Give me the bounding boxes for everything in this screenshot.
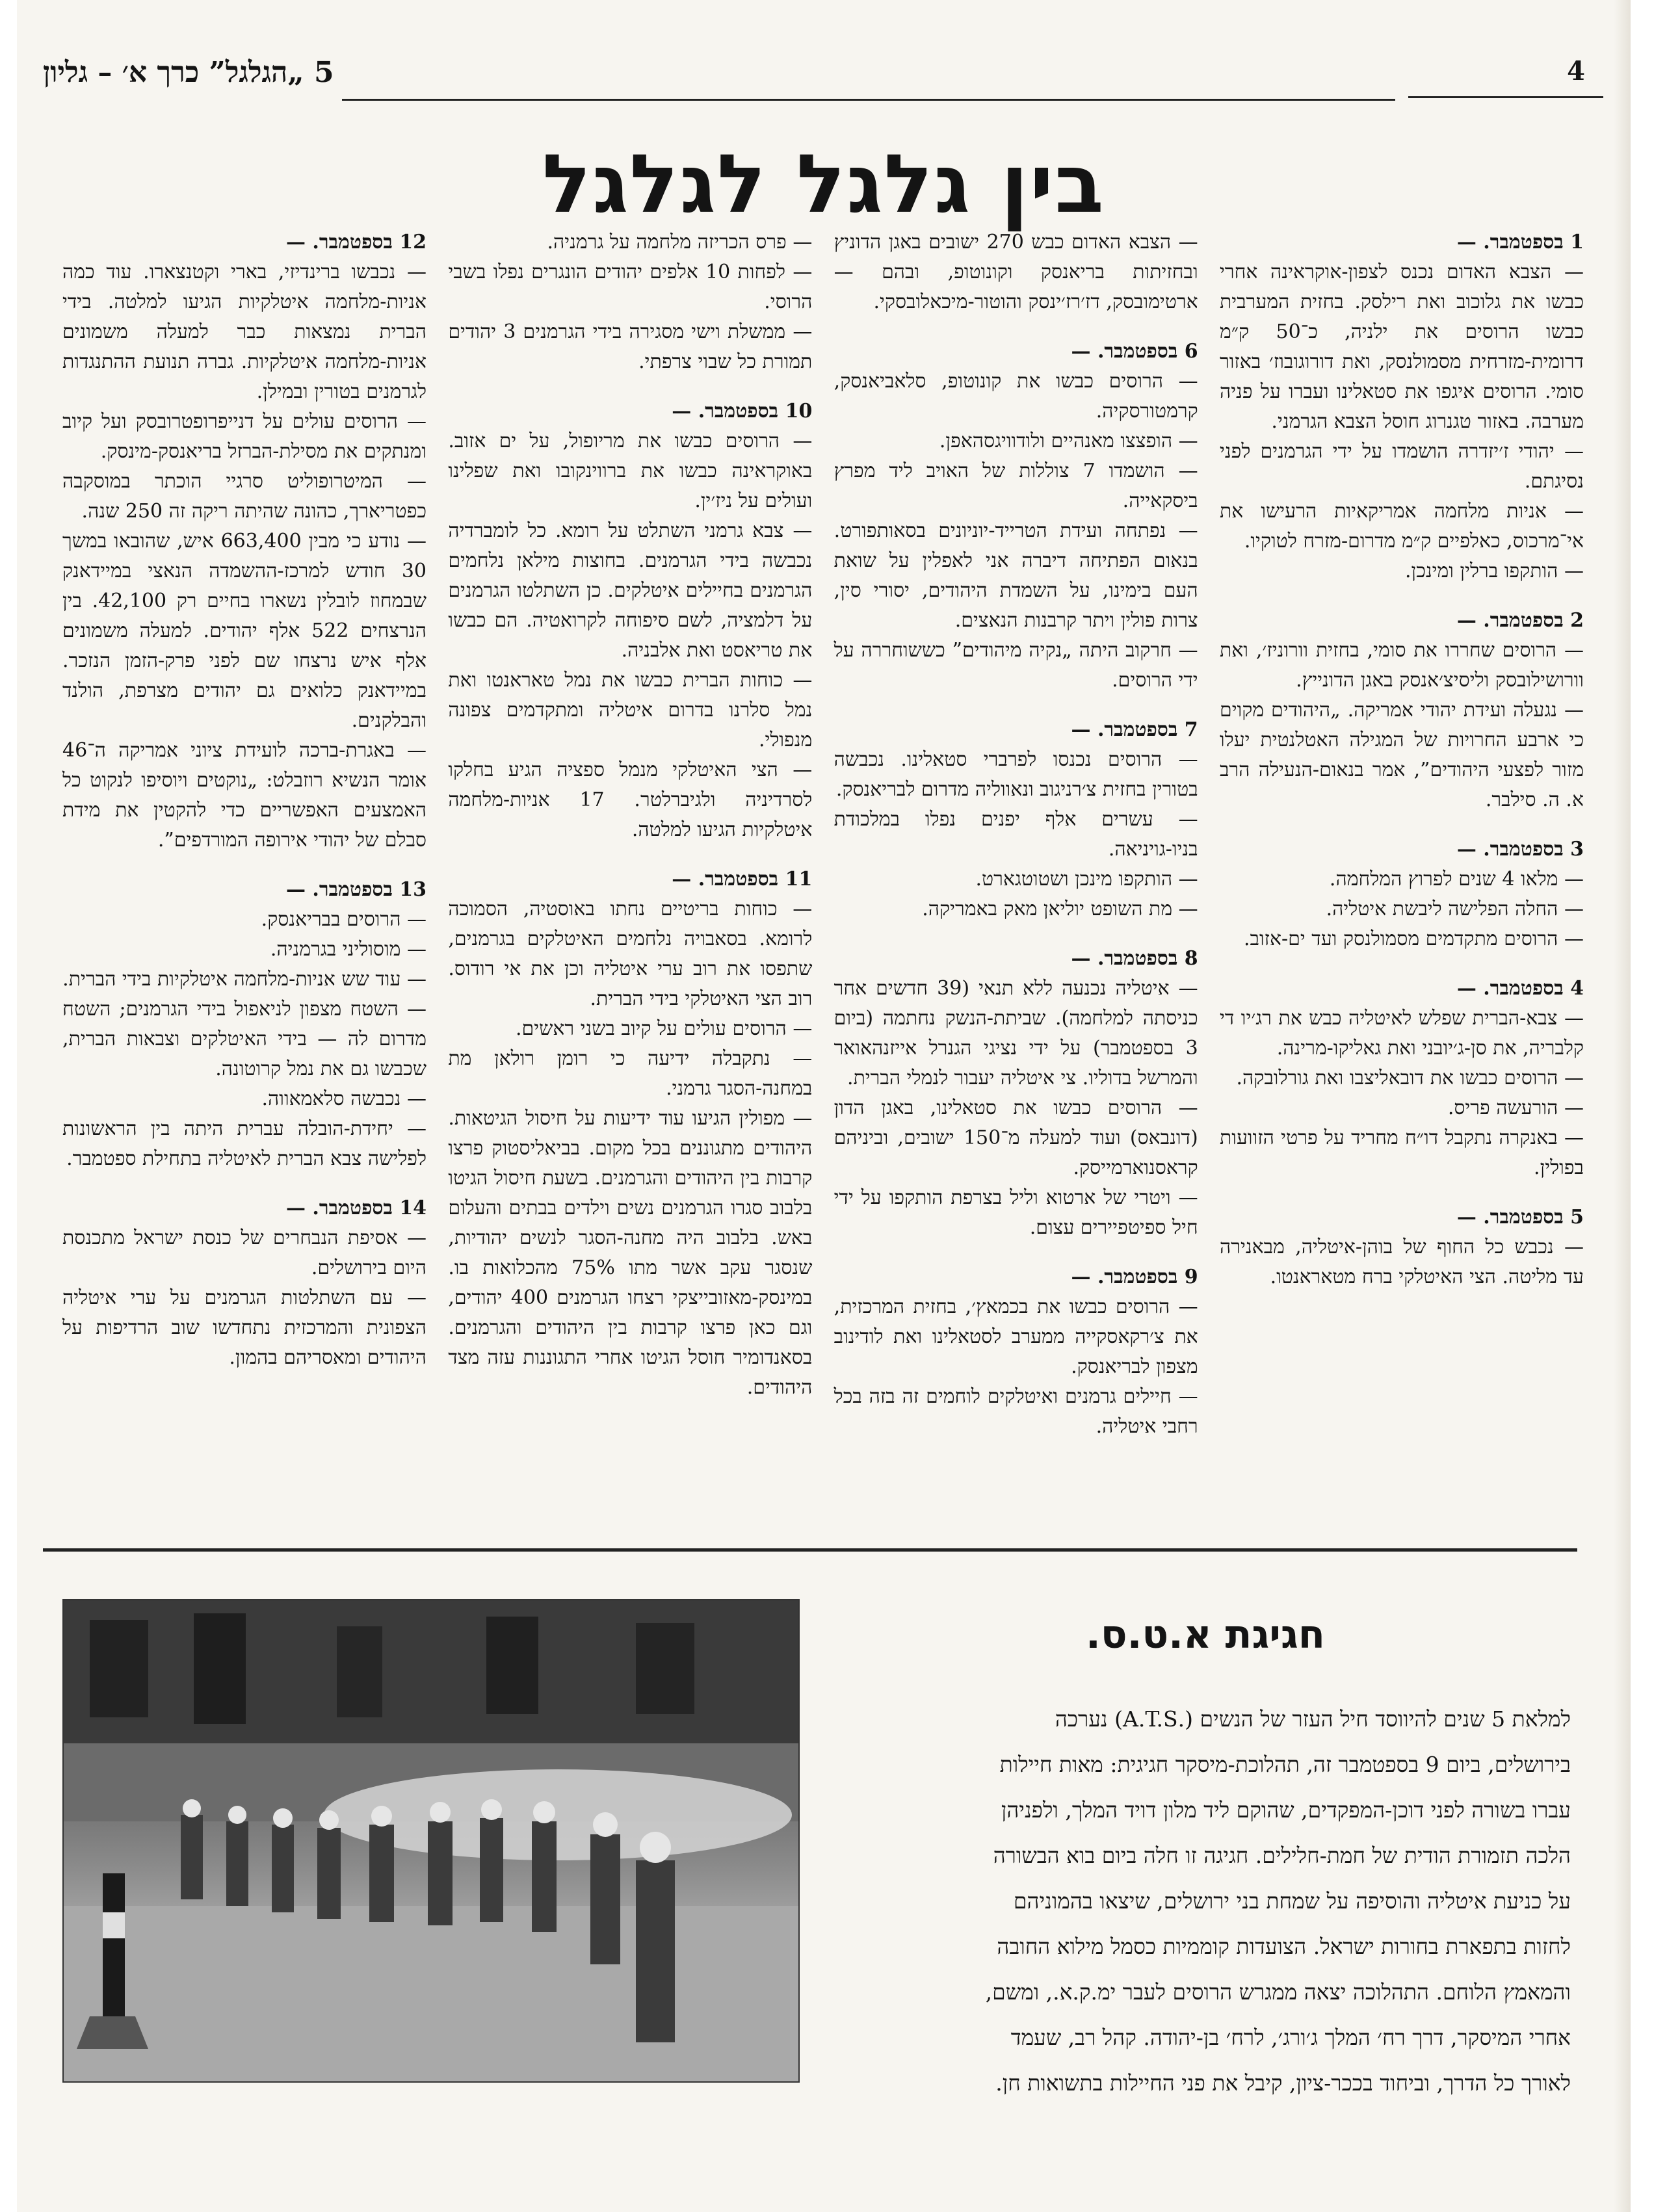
news-column (1220, 228, 1584, 1528)
date-heading: 14 בספטמבר. — (285, 1197, 427, 1219)
day-entry (448, 397, 812, 845)
news-item: — הותקפו ברלין ומינכן. (1220, 556, 1584, 586)
date-heading: 12 בספטמבר. — (285, 231, 427, 254)
news-item: — נכבשו ברינדיזי, בארי וקטנצארו. עוד כמה אניות-מלחמה איטלקיות הגיעו למלטה. בידי הברית נמצאות כבר למעלה משמונים אניות-מלחמה איטלקיות. גברה תנועת ההתנגדות לגרמנים בטורין ובמילן. (62, 257, 427, 407)
news-item: — צבא-הברית שפלש לאיטליה כבש את רג׳יו די קלבריה, את סן-ג׳יובני ואת גאליקו-מרינה. (1220, 1004, 1584, 1063)
news-item: — נתקבלה ידיעה כי רומן רולאן מת במחנה-הסגר גרמני. (448, 1044, 812, 1104)
news-item: — הורעשה פריס. (1220, 1093, 1584, 1123)
day-entry (62, 228, 427, 855)
day-entry (834, 228, 1198, 317)
date-heading: 1 בספטמבר. — (1456, 231, 1584, 254)
news-item: — הרוסים עולים על קיוב בשני ראשים. (448, 1014, 812, 1044)
news-item: — מלאו 4 שנים לפרוץ המלחמה. (1220, 865, 1584, 894)
news-item: — יהודי ז׳יזדרה הושמדו על ידי הגרמנים לפני נסיגתם. (1220, 437, 1584, 497)
day-entry (62, 1193, 427, 1373)
article-line: למלאת 5 שנים להיווסד חיל העזר של הנשים (.A.T.S) נערכה (1055, 1706, 1571, 1732)
news-item: — הרוסים בבריאנסק. (62, 905, 427, 935)
news-item: — איטליה נכנעה ללא תנאי (39 חדשים אחר כניסתה למלחמה). שביתת-הנשק נחתמה (ביום 3 בספטמבר) על ידי נציגי הגנרל אייזנהאואר והמרשל בדוליו. צי איטליה יעבור לנמלי הברית. (834, 974, 1198, 1093)
day-entry (1220, 835, 1584, 954)
article-line: לאורך כל הדרך, וביחוד בככר-ציון, קיבל את פני החיילות בתשואות חן. (995, 2070, 1571, 2096)
news-item: — החלה הפלישה ליבשת איטליה. (1220, 894, 1584, 924)
news-item: — הושמדו 7 צוללות של האויב ליד מפרץ ביסקאייה. (834, 456, 1198, 516)
news-item: — הופצצו מאנהיים ולודוויגסהאפן. (834, 426, 1198, 456)
page-number: 4 (1567, 56, 1585, 86)
issue-line: 5 „הגלגל” כרך א׳ – גליון (43, 56, 334, 89)
news-item: — מפולין הגיעו עוד ידיעות על חיסול הגיטאות. היהודים מתגוננים בכל מקום. בביאליסטוק פרצו קרבות בין היהודים והגרמנים. בשעת חיסול הגיטו בלבוב סגרו הגרמנים נשים וילדים בבתים והעלום באש. בלבוב היה מחנה-הסגר לנשים יהודיות, שנסגר עקב אשר מתו 75% מהכלואות בו. במינסק-מאזובייצקי רצחו הגרמנים 400 יהודים, וגם כאן פרצו קרבות בין היהודים והגרמנים. בסאנדומיר חוסל הגיטו אחרי התגוננות עזה מצד היהודים. (448, 1104, 812, 1403)
news-item: — עם השתלטות הגרמנים על ערי איטליה הצפונית והמרכזית נתחדשו שוב הרדיפות על היהודים ומאסריהם בהמון. (62, 1283, 427, 1373)
news-item: — הצבא האדום כבש 270 ישובים באגן הדוניץ ובחזיתות בריאנסק וקונוטופ, ובהם — ארטימובסק, דז׳רז׳ינסק והוטור-מיכאלובסקי. (834, 228, 1198, 317)
day-entry (834, 715, 1198, 924)
news-item: — נגעלה ועידת יהודי אמריקה. „היהודים מקוים כי ארבע החרויות של המגילה האטלנטית יעלו מזור לפצעי היהודים”, אמר בנאום-הנעילה הרב א. ה. סילבר. (1220, 696, 1584, 815)
parade-photo-illustration (64, 1600, 798, 2081)
page-title: בין גלגל לגלגל (542, 138, 1105, 231)
news-item: — הרוסים מתקדמים מסמולנסק ועד ים-אזוב. (1220, 924, 1584, 954)
news-item: — מת השופט יוליאן מאק באמריקה. (834, 894, 1198, 924)
news-item: — באגרת-ברכה לועידת ציוני אמריקה ה־46 אומר הנשיא רוזבלט: „נוקטים ויוסיפו לנקוט כל האמצעים האפשריים כדי להקטין את מידת סבלם של יהודי אירופה המורדפים”. (62, 736, 427, 855)
date-heading: 6 בספטמבר. — (1071, 340, 1198, 363)
ats-article-title: חגיגת א.ט.ס. (1086, 1612, 1325, 1658)
article-line: על כניעת איטליה והוסיפה על שמחת בני ירושלים, שיצאו בהמוניהם (1013, 1888, 1571, 1914)
running-header (17, 56, 1631, 108)
date-heading: 7 בספטמבר. — (1071, 718, 1198, 741)
date-heading: 8 בספטמבר. — (1071, 947, 1198, 970)
news-item: — המיטרופוליט סרגיי הוכתר במוסקבה כפטריארך, כהונה שהיתה ריקה זה 250 שנה. (62, 467, 427, 527)
news-item: — כוחות הברית כבשו את נמל טאראנטו ואת נמל סלרנו בדרום איטליה ומתקדמים צפונה מנפולי. (448, 666, 812, 755)
news-item: — הצי האיטלקי מנמל ספציה הגיע בחלקו לסרדיניה ולגיברלטר. 17 אניות-מלחמה איטלקיות הגיעו למלטה. (448, 755, 812, 845)
news-item: — השטח מצפון לניאפול בידי הגרמנים; השטח מדרום לה — בידי האיטלקים וצבאות הברית, שכבשו גם את נמל קרוטונה. (62, 995, 427, 1084)
news-column (448, 228, 812, 1528)
news-item: — נודע כי מבין 663,400 איש, שהובאו במשך 30 חודש למרכז-ההשמדה הנאצי במיידאנק שבמחוז לובלין נשארו בחיים רק 42,100. בין הנרצחים 522 אלף יהודים. למעלה משמונים אלף איש נרצחו שם לפני פרק-הזמן הנזכר. במיידאנק כלואים גם יהודים מצרפת, הולנד והבלקנים. (62, 527, 427, 736)
news-item: — אסיפת הנבחרים של כנסת ישראל מתכנסת היום בירושלים. (62, 1223, 427, 1283)
article-line: לחזות בתפארת בחורות ישראל. הצועדות קוממיות כסמל מילוא החובה (997, 1934, 1571, 1959)
day-entry (448, 228, 812, 377)
news-item: — לפחות 10 אלפים יהודים הונגרים נפלו בשבי הרוסי. (448, 257, 812, 317)
news-item: — הרוסים כבשו את דובאליצבו ואת גורלובקה. (1220, 1063, 1584, 1093)
news-item: — הרוסים כבשו את סטאלינו, באגן הדון (דונבאס) ועוד למעלה מ־150 ישובים, וביניהם קראסנוארמייסק. (834, 1093, 1198, 1183)
ats-article-body (836, 1697, 1571, 2106)
day-entry (1220, 1203, 1584, 1292)
day-entry (1220, 228, 1584, 586)
news-item: — נפתחה ועידת הטרייד-יוניונים בסאותפורט. בנאום הפתיחה דיברה אני לאפלין על שואת העם בימינו, על השמדת היהודים, יסורי סין, צרות פולין ויתר קרבנות הנאצים. (834, 516, 1198, 636)
news-item: — הרוסים עולים על דנייפרופטרובסק ועל קיוב ומנתקים את מסילת-הברזל בריאנסק-מינסק. (62, 407, 427, 467)
newspaper-page (17, 0, 1631, 2212)
news-item: — מוסוליני בגרמניה. (62, 935, 427, 965)
news-item: — נכבשה סלאמאווה. (62, 1084, 427, 1114)
article-line: בירושלים, ביום 9 בספטמבר זה, תהלוכת-מיסקר חגיגית: מאות חיילות (999, 1752, 1571, 1777)
news-item: — עשרים אלף יפנים נפלו במלכודת בניו-גויניאה. (834, 805, 1198, 865)
news-item: — ויטרי של ארטוא וליל בצרפת הותקפו על ידי חיל ספיטפיירים עצום. (834, 1183, 1198, 1243)
date-heading: 11 בספטמבר. — (672, 868, 813, 891)
day-entry (448, 865, 812, 1403)
news-item: — כוחות בריטיים נחתו באוסטיה, הסמוכה לרומא. בסאבויה נלחמים האיטלקים בגרמנים, שתפסו את רוב ערי איטליה וכן את אי רודוס. רוב הצי האיטלקי בידי הברית. (448, 894, 812, 1014)
date-heading: 2 בספטמבר. — (1456, 609, 1584, 632)
parade-photo (62, 1599, 800, 2083)
news-item: — הותקפו מינכן ושטוטגארט. (834, 865, 1198, 894)
date-heading: 5 בספטמבר. — (1456, 1206, 1584, 1229)
news-item: — פרס הכריזה מלחמה על גרמניה. (448, 228, 812, 257)
news-item: — אניות מלחמה אמריקאיות הרעישו את אי־מרכוס, כאלפיים ק״מ מדרום-מזרח לטוקיו. (1220, 497, 1584, 556)
news-item: — עוד שש אניות-מלחמה איטלקיות בידי הברית. (62, 965, 427, 995)
news-item: — הרוסים כבשו את קונוטופ, סלאביאנסק, קרמטורסקיה. (834, 367, 1198, 426)
day-entry (1220, 974, 1584, 1183)
news-item: — חרקוב היתה „נקיה מיהודים” כששוחררה על ידי הרוסים. (834, 636, 1198, 696)
news-item: — חיילים גרמנים ואיטלקים לוחמים זה בזה בכל רחבי איטליה. (834, 1382, 1198, 1442)
news-item: — הרוסים כבשו את מריופול, על ים אזוב. באוקראינה כבשו את ברווינקובו ואת שפלינו ועולים על ניז׳ין. (448, 426, 812, 516)
news-item: — הרוסים כבשו את בכמאץ׳, בחזית המרכזית, את צ׳רקאסקייה ממערב לסטאלינו ואת לודינוב מצפון לבריאנסק. (834, 1292, 1198, 1382)
day-entry (834, 337, 1198, 696)
article-line: אחרי המיסקר, דרך רח׳ המלך ג׳ורג׳, לרח׳ בן-יהודה. קהל רב, שעמד (1010, 2025, 1571, 2050)
header-rule (1408, 96, 1603, 98)
news-column (62, 228, 427, 1528)
news-item: — ממשלת וישי מסגירה בידי הגרמנים 3 יהודים תמורת כל שבוי צרפתי. (448, 317, 812, 377)
day-entry (834, 1262, 1198, 1442)
article-line: הלכה תזמורת הודית של חמת-חלילים. חגיגה זו חלה ביום בוא הבשורה (993, 1843, 1571, 1868)
section-divider (43, 1548, 1577, 1552)
date-heading: 9 בספטמבר. — (1071, 1266, 1198, 1288)
day-entry (834, 944, 1198, 1243)
date-heading: 10 בספטמבר. — (672, 400, 813, 423)
day-entry (62, 875, 427, 1174)
date-heading: 4 בספטמבר. — (1456, 977, 1584, 1000)
news-item: — הרוסים נכנסו לפרברי סטאלינו. נכבשה בטורין בחזית צ׳רניגוב ונאווליה מדרום לבריאנסק. (834, 745, 1198, 805)
news-item: — הרוסים שחררו את סומי, בחזית וורוניז׳, ואת וורושילובסק וליסיצ׳אנסק באגן הדונייץ. (1220, 636, 1584, 696)
news-item: — נכבש כל החוף של בוהן-איטליה, מבאנירה עד מליטה. הצי האיטלקי ברח מטאראנטו. (1220, 1232, 1584, 1292)
news-column (834, 228, 1198, 1528)
news-item: — יחידת-הובלה עברית היתה בין הראשונות לפלישה צבא הברית לאיטליה בתחילת ספטמבר. (62, 1114, 427, 1174)
news-item: — צבא גרמני השתלט על רומא. כל לומברדיה נכבשה בידי הגרמנים. בחוצות מילאן נלחמים הגרמנים בחיילים איטלקים. כן השתלטו הגרמנים על דלמציה, לשם סיפוחה לקרואטיה. הם כבשו את טריאסט ואת אלבניה. (448, 516, 812, 666)
date-heading: 3 בספטמבר. — (1456, 838, 1584, 861)
news-item: — הצבא האדום נכנס לצפון-אוקראינה אחרי כבשו את גלוכוב ואת רילסק. בחזית המערבית כבשו הרוסים את ילניה, כ־50 ק״מ דרומית-מזרחית מסמולנסק, ואת דורוגובוז׳ באזור סומי. הרוסים איגפו את סטאלינו ועברו על פניה מערבה. באזור טגנרוג חוסל הצבא הגרמני. (1220, 257, 1584, 437)
article-line: עברו בשורה לפני דוכן-המפקדים, שהוקם ליד מלון דויד המלך, ולפניהן (1001, 1797, 1571, 1823)
date-heading: 13 בספטמבר. — (285, 878, 427, 901)
news-item: — באנקרה נתקבל דו״ח מחריד על פרטי הזוועות בפולין. (1220, 1123, 1584, 1183)
article-line: והמאמץ הלוחם. התהלוכה יצאה ממגרש הרוסים לעבר ימ.ק.א., ומשם, (985, 1979, 1571, 2005)
day-entry (1220, 606, 1584, 815)
header-rule (342, 99, 1395, 101)
news-columns (62, 228, 1584, 1528)
